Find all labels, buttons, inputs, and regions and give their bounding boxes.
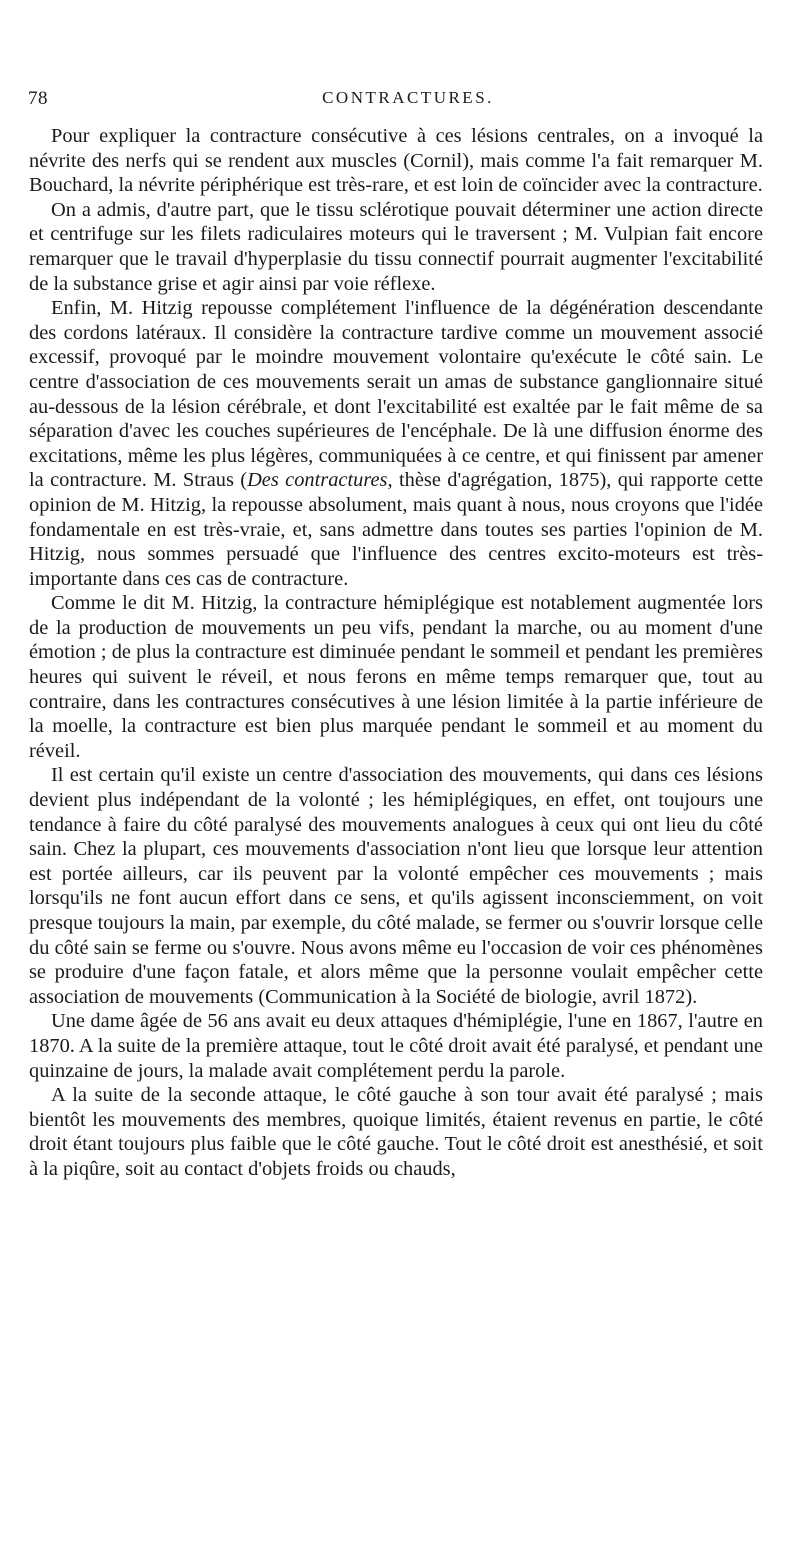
paragraph-case-lady: Une dame âgée de 56 ans avait eu deux attaques d'hémiplégie, l'une en 1867, l'autre en 1870. A la suite de la première attaque, tout le côté droit avait été paralysé, et pendant une quinzaine de jours, la malade avait complétement perdu la parole.: [29, 1010, 763, 1082]
paragraph-hitzig-text-end: , thèse d'agrégation, 1875), qui rapporte cette opinion de M. Hitzig, la repousse absolument, mais quant à nous, nous croyons que l'idée fondamentale en est très-vraie, et, sans admettre dans toutes ses parties l'opinion de M. Hitzig, nous sommes persuadé que l'influence des centres excito-moteurs est très-importante dans ces cas de contracture.: [29, 469, 763, 590]
paragraph-association-centre: Il est certain qu'il existe un centre d'association des mouvements, qui dans ces lésions devient plus indépendant de la volonté ; les hémiplégiques, en effet, ont toujours une tendance à faire du côté paralysé des mouvements analogues à ceux qui ont lieu du côté sain. Chez la plupart, ces mouvements d'association n'ont lieu que lorsque leur attention est portée ailleurs, car ils peuvent par la volonté empêcher ces mouvements ; mais lorsqu'ils ne font aucun effort dans ce sens, et qu'ils agissent inconsciemment, on voit presque toujours la main, par exemple, du côté malade, se fermer ou s'ouvrir lorsque celle du côté sain se ferme ou s'ouvre. Nous avons même eu l'occasion de voir ces phénomènes se produire d'une façon fatale, et alors même que la personne voulait empêcher cette association de mouvements (Communication à la Société de biologie, avril 1872).: [29, 764, 763, 1008]
thesis-title: Des contractures: [247, 469, 388, 492]
paragraph-cornil: Pour expliquer la contracture consécutive à ces lésions centrales, on a invoqué la névrite des nerfs qui se rendent aux muscles (Cornil), mais comme l'a fait remarquer M. Bouchard, la névrite périphérique est très-rare, et est loin de coïncider avec la contracture.: [29, 125, 763, 197]
paragraph-hitzig: [29, 296, 763, 591]
running-head: [28, 88, 764, 116]
running-title: CONTRACTURES.: [322, 88, 494, 107]
body-text: [29, 124, 763, 1182]
paragraph-hitzig-text-start: Enfin, M. Hitzig repousse complétement l'influence de la dégénération descendante des cordons latéraux. Il considère la contracture tardive comme un mouvement associé excessif, provoqué par le moindre mouvement volontaire qu'exécute le côté sain. Le centre d'association de ces mouvements serait un amas de substance ganglionnaire situé au-dessous de la lésion cérébrale, et dont l'excitabilité est exaltée par le fait même de sa séparation d'avec les couches supérieures de l'encéphale. De là une diffusion énorme des excitations, même les plus légères, communiquées à ce centre, et qui finissent par amener la contracture. M. Straus (: [29, 297, 763, 492]
paragraph-second-attack: A la suite de la seconde attaque, le côté gauche à son tour avait été paralysé ; mais bientôt les mouvements des membres, quoique limités, étaient revenus en partie, le côté droit étant toujours plus faible que le côté gauche. Tout le côté droit est anesthésié, et soit à la piqûre, soit au contact d'objets froids ou chauds,: [29, 1084, 763, 1180]
paragraph-hemiplegic-contracture: Comme le dit M. Hitzig, la contracture hémiplégique est notablement augmentée lors de la production de mouvements un peu vifs, pendant la marche, ou au moment d'une émotion ; de plus la contracture est diminuée pendant le sommeil et pendant les premières heures qui suivent le réveil, et nous ferons en même temps remarquer que, tout au contraire, dans les contractures consécutives à une lésion limitée à la partie inférieure de la moelle, la contracture est bien plus marquée pendant le sommeil et au moment du réveil.: [29, 592, 763, 762]
page-number: 78: [28, 88, 48, 109]
paragraph-vulpian: On a admis, d'autre part, que le tissu sclérotique pouvait déterminer une action directe et centrifuge sur les filets radiculaires moteurs qui le traversent ; M. Vulpian fait encore remarquer que le travail d'hyperplasie du tissu connectif pourrait augmenter l'excitabilité de la substance grise et agir ainsi par voie réflexe.: [29, 198, 763, 295]
